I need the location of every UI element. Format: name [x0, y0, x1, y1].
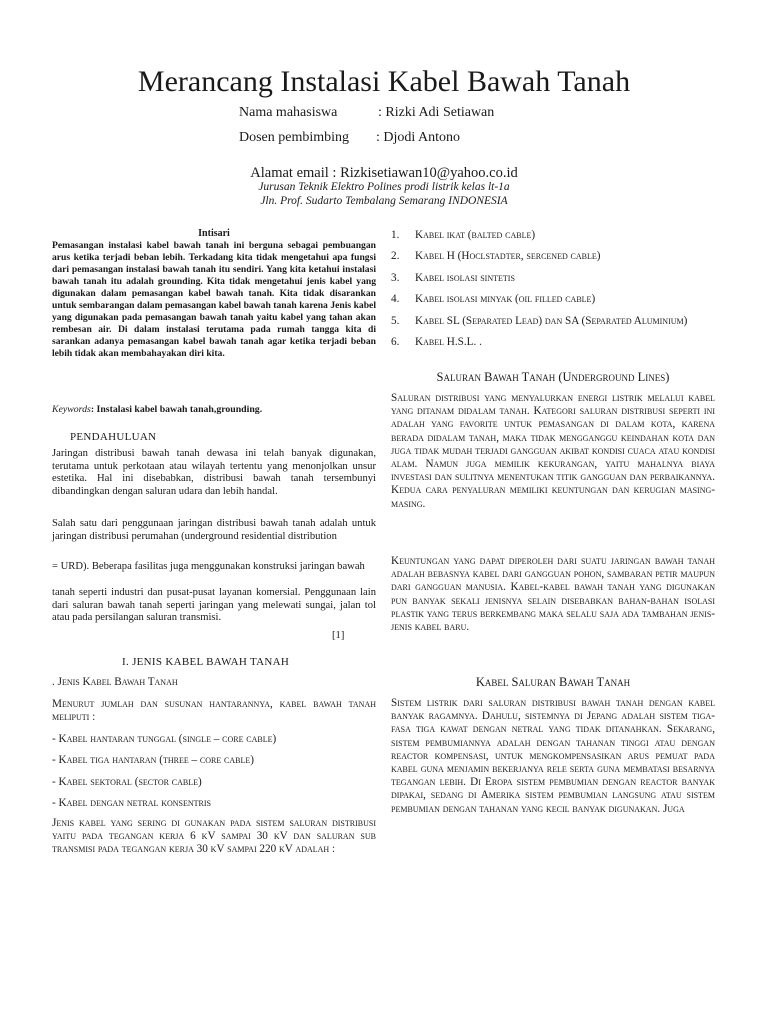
section-1-subheading: . Jenis Kabel Bawah Tanah	[52, 676, 178, 688]
cable-type-item: - Kabel sektoral (sector cable)	[52, 776, 202, 788]
section-1-paragraph-2: Jenis kabel yang sering di gunakan pada sistem saluran distribusi yaitu pada tegangan kerja 6 kV sampai 30 kV dan saluran sub transmisi pada tegangan kerja 30 kV sampai 220 kV adalah :	[52, 817, 376, 856]
abstract-title: Intisari	[198, 228, 230, 239]
intro-paragraph-3: = URD). Beberapa fasilitas juga menggunakan konstruksi jaringan bawah	[52, 561, 365, 572]
abstract-text: Pemasangan instalasi kabel bawah tanah ini berguna sebagai pembuangan arus ketika terjadi beban lebih. Terkadang kita tidak mengetahui apa fungsi dari pemasangan instalasi bawah tanah itu sendiri. Yang kita ketahui instalasi bawah tanah itu adalah grounding. Kita tidak mengetahui jenis kabel yang digunakan dalam pemasangan kabel bawah tanah. Kita tidak disarankan untuk sembarangan dalam pemasangan kabel bawah tanah karena Jenis kabel yang digunakan pada pemasangan bawah tanah yaitu kabel yang tahan akan rembesan air. Di dalam instalasi terutama pada rumah tangga kita di sarankan adanya pemasangan kabel bawah tanah agar ketika terjadi beban lebih tidak akan membahayakan diri kita.	[52, 240, 376, 359]
underground-lines-paragraph-2: Keuntungan yang dapat diperoleh dari suatu jaringan bawah tanah adalah bebasnya kabel dari gangguan pohon, sambaran petir maupun dari gangguan manusia. Kabel-kabel bawah tanah yang digunakan pun banyak sekali jenisnya selain disebabkan bahan-bahan isolasi plastik yang terus berkembang maka selalu saja ada tambahan jenis-jenis kabel baru.	[391, 555, 715, 634]
advisor-value: : Djodi Antono	[376, 130, 461, 145]
student-row	[239, 104, 337, 122]
cable-lines-heading: Kabel Saluran Bawah Tanah	[475, 675, 631, 689]
cable-list-number: 2.	[391, 250, 400, 263]
cable-list-text: Kabel H.S.L. .	[415, 335, 482, 348]
cable-list-text: Kabel isolasi sintetis	[415, 271, 515, 284]
cable-type-item: - Kabel tiga hantaran (three – core cable)	[52, 754, 254, 766]
section-1-paragraph-1: Menurut jumlah dan susunan hantarannya, kabel bawah tanah meliputi :	[52, 698, 376, 724]
cable-list	[391, 229, 715, 357]
intro-paragraph-2: Salah satu dari penggunaan jaringan distribusi bawah tanah adalah untuk jaringan distribusi perumahan (underground residential distribution	[52, 518, 376, 542]
cable-list-item	[391, 272, 715, 285]
section-1-heading: I. JENIS KABEL BAWAH TANAH	[122, 656, 290, 668]
student-label: Nama mahasiswa	[239, 105, 338, 120]
cable-list-text: Kabel H (Hoclstadter, sercened cable)	[415, 250, 601, 263]
intro-paragraph-1: Jaringan distribusi bawah tanah dewasa ini telah banyak digunakan, terutama untuk perkotaan atau wilayah tertentu yang menonjolkan unsur estetika. Hal ini disebabkan, distribusi bawah tanah tersembunyi dibandingkan dengan saluran udara dan lebih handal.	[52, 448, 376, 497]
cable-list-item	[391, 315, 715, 328]
intro-heading: PENDAHULUAN	[70, 431, 157, 443]
cable-list-item	[391, 250, 715, 263]
cable-list-number: 4.	[391, 293, 400, 306]
cable-list-text: Kabel isolasi minyak (oil filled cable)	[415, 293, 596, 306]
cable-type-item: - Kabel dengan netral konsentris	[52, 797, 211, 809]
cable-list-text: Kabel SL (Separated Lead) dan SA (Separated Aluminium)	[415, 314, 688, 327]
keywords	[52, 404, 376, 416]
cable-list-item	[391, 293, 715, 306]
affiliation-line-2: Jln. Prof. Sudarto Tembalang Semarang INDONESIA	[260, 195, 508, 207]
keywords-text: : Instalasi kabel bawah tanah,grounding.	[90, 404, 263, 415]
student-value: : Rizki Adi Setiawan	[378, 105, 495, 120]
cable-list-number: 3.	[391, 271, 400, 284]
cable-list-number: 1.	[391, 229, 400, 241]
intro-paragraph-4: tanah seperti industri dan pusat-pusat layanan komersial. Penggunaan lain dari saluran bawah tanah seperti jaringan yang melewati sungai, jalan tol atau pada persilangan saluran transmisi.	[52, 587, 376, 624]
cable-list-text: Kabel ikat (balted cable)	[415, 229, 536, 241]
advisor-label: Dosen pembimbing	[239, 130, 350, 145]
underground-lines-paragraph-1: Saluran distribusi yang menyalurkan energi listrik melalui kabel yang ditanam didalam tanah. Kategori saluran distribusi seperti ini adalah yang favorite untuk pemasangan di dalam kota, karena berada didalam tanah, maka tidak mengganggu keindahan kota dan juga tidak mudah terjadi gangguan akibat kondisi cuaca atau kondisi alam. Namun juga memilik kekurangan, yaitu mahalnya biaya investasi dan sulitnya menentukan titik gangguan dan perbaikannya. Kedua cara penyaluran memiliki keuntungan dan kerugian masing- masing.	[391, 392, 715, 510]
cable-list-number: 6.	[391, 335, 400, 348]
cable-lines-paragraph-1: Sistem listrik dari saluran distribusi bawah tanah dengan kabel banyak ragamnya. Dahulu, sistemnya di Jepang adalah sistem tiga-fasa tiga kawat dengan netral yang tidak ditanahkan. Sekarang, sistem pembumiannya adalah dengan tahanan tinggi atau dengan reactor kompensasi, untuk mengkompensasikan arus pemuat pada kabel guna menjamin bekerjanya rele serta guna membatasi besarnya tegangan lebih. Di Eropa sistem pembumian dengan reactor banyak dipakai, sedang di Amerika sistem pembumian langsung atau sistem pembumian dengan tahanan yang kecil banyak digunakan. Juga	[391, 697, 715, 815]
cable-list-item	[391, 229, 715, 242]
underground-lines-heading: Saluran Bawah Tanah (Underground Lines)	[436, 370, 670, 384]
cable-list-item	[391, 336, 715, 349]
author-email: Alamat email : Rizkisetiawan10@yahoo.co.id	[250, 165, 518, 181]
paper-title: Merancang Instalasi Kabel Bawah Tanah	[137, 65, 631, 98]
keywords-label: Keywords	[52, 404, 91, 415]
cable-type-item: - Kabel hantaran tunggal (single – core cable)	[52, 733, 277, 745]
affiliation-line-1: Jurusan Teknik Elektro Polines prodi listrik kelas lt-1a	[258, 181, 510, 193]
citation: [1]	[332, 630, 345, 641]
cable-list-number: 5.	[391, 314, 400, 327]
